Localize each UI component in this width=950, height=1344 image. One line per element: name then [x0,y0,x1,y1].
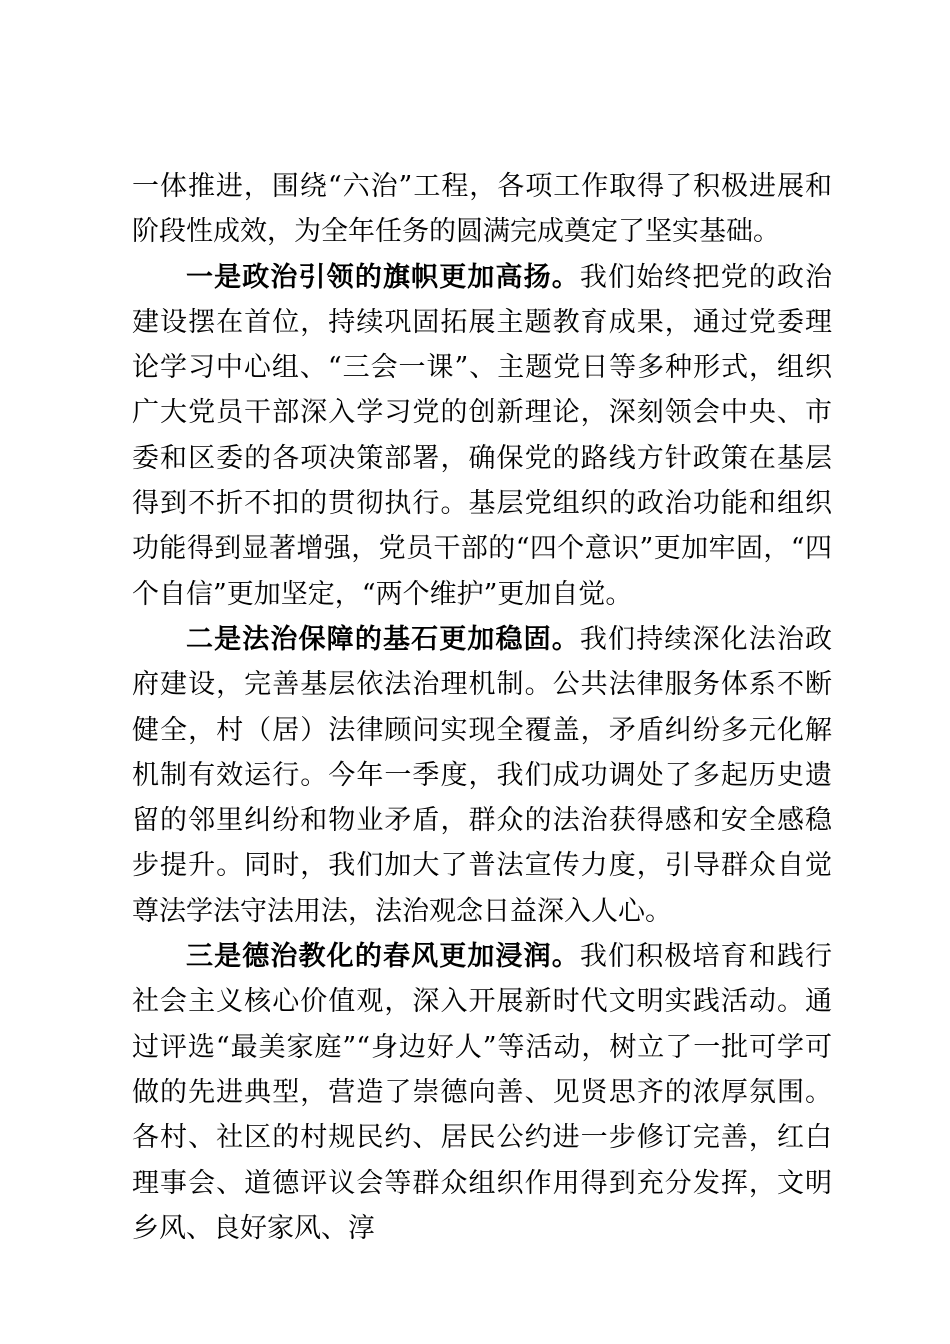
paragraph-moral-education [132,934,832,1251]
paragraph-lead-heading: 一是政治引领的旗帜更加高扬。 [186,261,580,293]
paragraph-text: 我们持续深化法治政府建设，完善基层依法治理机制。公共法律服务体系不断健全，村（居）法律顾问实现全覆盖，矛盾纠纷多元化解机制有效运行。今年一季度，我们成功调处了多起历史遗留的邻里纠纷和物业矛盾，群众的法治获得感和安全感稳步提升。同时，我们加大了普法宣传力度，引导群众自觉尊法学法守法用法，法治观念日益深入人心。 [132,623,833,927]
paragraph-text: 我们积极培育和践行社会主义核心价值观，深入开展新时代文明实践活动。通过评选“最美家庭”“身边好人”等活动，树立了一批可学可做的先进典型，营造了崇德向善、见贤思齐的浓厚氛围。各村、社区的村规民约、居民公约进一步修订完善，红白理事会、道德评议会等群众组织作用得到充分发挥，文明乡风、良好家风、淳 [132,941,833,1244]
paragraph-text: 一体推进，围绕“六治”工程，各项工作取得了积极进展和阶段性成效，为全年任务的圆满完成奠定了坚实基础。 [132,171,832,248]
paragraph-lead-heading: 二是法治保障的基石更加稳固。 [186,623,580,655]
paragraph-intro [132,164,832,255]
document-body [132,164,832,1251]
paragraph-lead-heading: 三是德治教化的春风更加浸润。 [186,941,580,973]
paragraph-text: 我们始终把党的政治建设摆在首位，持续巩固拓展主题教育成果，通过党委理论学习中心组、“三会一课”、主题党日等多种形式，组织广大党员干部深入学习党的创新理论，深刻领会中央、市委和区委的各项决策部署，确保党的路线方针政策在基层得到不折不扣的贯彻执行。基层党组织的政治功能和组织功能得到显著增强，党员干部的“四个意识”更加牢固，“四个自信”更加坚定，“两个维护”更加自觉。 [132,261,833,610]
paragraph-rule-of-law [132,617,832,934]
paragraph-political-leadership [132,255,832,617]
